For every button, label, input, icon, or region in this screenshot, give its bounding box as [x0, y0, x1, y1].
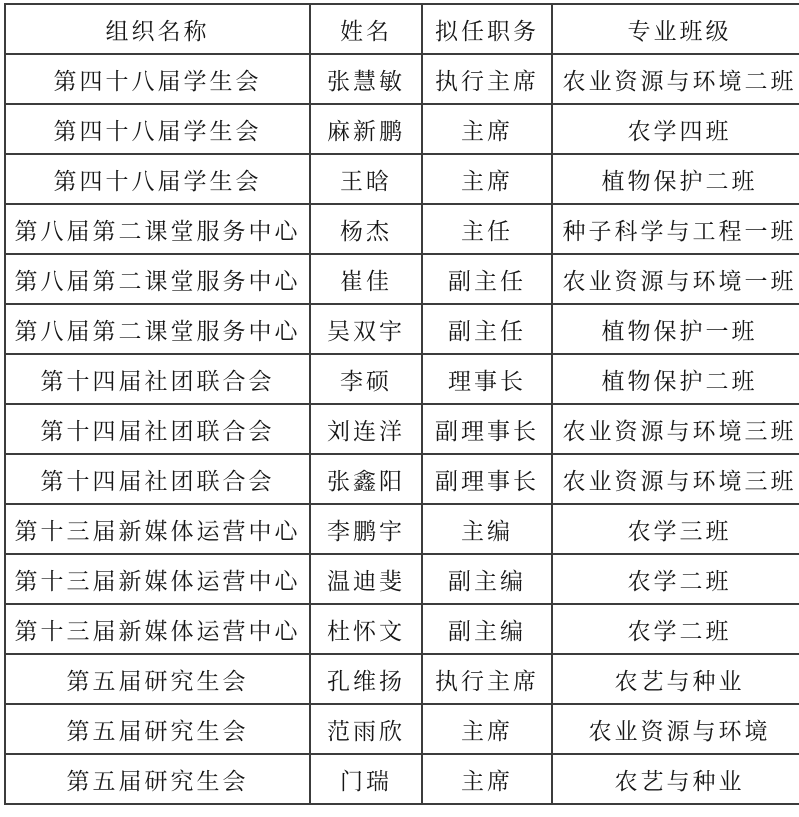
- table-cell: 第五届研究生会: [5, 654, 310, 704]
- table-cell: 农艺与种业: [552, 754, 799, 804]
- table-cell: 主编: [422, 504, 552, 554]
- table-cell: 第五届研究生会: [5, 704, 310, 754]
- column-header-name: 姓名: [310, 4, 422, 54]
- header-row: [5, 4, 799, 54]
- table-head: [5, 4, 799, 54]
- table-cell: 孔维扬: [310, 654, 422, 704]
- table-row: [5, 504, 799, 554]
- table-row: [5, 704, 799, 754]
- table-cell: 第八届第二课堂服务中心: [5, 204, 310, 254]
- table-cell: 范雨欣: [310, 704, 422, 754]
- table-body: [5, 54, 799, 804]
- table-row: [5, 154, 799, 204]
- table-row: [5, 404, 799, 454]
- table-cell: 农业资源与环境一班: [552, 254, 799, 304]
- table-cell: 农艺与种业: [552, 654, 799, 704]
- table-cell: 第十三届新媒体运营中心: [5, 604, 310, 654]
- table-cell: 门瑞: [310, 754, 422, 804]
- column-header-org: 组织名称: [5, 4, 310, 54]
- table-cell: 主席: [422, 754, 552, 804]
- table-cell: 植物保护二班: [552, 154, 799, 204]
- table-cell: 种子科学与工程一班: [552, 204, 799, 254]
- table-cell: 温迪斐: [310, 554, 422, 604]
- table-row: [5, 254, 799, 304]
- table-cell: 副主编: [422, 604, 552, 654]
- table-cell: 执行主席: [422, 54, 552, 104]
- table-row: [5, 554, 799, 604]
- table-cell: 理事长: [422, 354, 552, 404]
- table-row: [5, 604, 799, 654]
- table-cell: 第十四届社团联合会: [5, 454, 310, 504]
- table-cell: 植物保护二班: [552, 354, 799, 404]
- table-cell: 农学四班: [552, 104, 799, 154]
- table-cell: 农业资源与环境二班: [552, 54, 799, 104]
- table-cell: 副理事长: [422, 454, 552, 504]
- table-cell: 第八届第二课堂服务中心: [5, 254, 310, 304]
- table-row: [5, 204, 799, 254]
- table-row: [5, 104, 799, 154]
- table-cell: 副主任: [422, 304, 552, 354]
- table-row: [5, 304, 799, 354]
- column-header-position: 拟任职务: [422, 4, 552, 54]
- table-cell: 李鹏宇: [310, 504, 422, 554]
- table-cell: 主任: [422, 204, 552, 254]
- column-header-class: 专业班级: [552, 4, 799, 54]
- table-cell: 植物保护一班: [552, 304, 799, 354]
- table-cell: 王晗: [310, 154, 422, 204]
- table-cell: 第八届第二课堂服务中心: [5, 304, 310, 354]
- table-cell: 农学二班: [552, 554, 799, 604]
- table-cell: 第十三届新媒体运营中心: [5, 554, 310, 604]
- table-cell: 李硕: [310, 354, 422, 404]
- table-cell: 崔佳: [310, 254, 422, 304]
- table-cell: 农业资源与环境三班: [552, 454, 799, 504]
- table-cell: 杜怀文: [310, 604, 422, 654]
- table-cell: 副主编: [422, 554, 552, 604]
- table-cell: 刘连洋: [310, 404, 422, 454]
- table-cell: 第四十八届学生会: [5, 154, 310, 204]
- table-cell: 张慧敏: [310, 54, 422, 104]
- table-row: [5, 354, 799, 404]
- table-cell: 农学二班: [552, 604, 799, 654]
- table-cell: 吴双宇: [310, 304, 422, 354]
- table-cell: 主席: [422, 704, 552, 754]
- table-cell: 农学三班: [552, 504, 799, 554]
- table-cell: 麻新鹏: [310, 104, 422, 154]
- table-row: [5, 654, 799, 704]
- table-cell: 农业资源与环境三班: [552, 404, 799, 454]
- table-cell: 主席: [422, 104, 552, 154]
- table-cell: 第五届研究生会: [5, 754, 310, 804]
- roster-table: [4, 3, 799, 805]
- table-row: [5, 454, 799, 504]
- table-cell: 第十三届新媒体运营中心: [5, 504, 310, 554]
- document-page: [4, 3, 799, 805]
- table-cell: 杨杰: [310, 204, 422, 254]
- table-row: [5, 54, 799, 104]
- table-cell: 副理事长: [422, 404, 552, 454]
- table-cell: 副主任: [422, 254, 552, 304]
- table-cell: 主席: [422, 154, 552, 204]
- table-cell: 农业资源与环境: [552, 704, 799, 754]
- table-cell: 第十四届社团联合会: [5, 354, 310, 404]
- table-cell: 第十四届社团联合会: [5, 404, 310, 454]
- table-row: [5, 754, 799, 804]
- table-cell: 张鑫阳: [310, 454, 422, 504]
- table-cell: 第四十八届学生会: [5, 54, 310, 104]
- table-cell: 执行主席: [422, 654, 552, 704]
- table-cell: 第四十八届学生会: [5, 104, 310, 154]
